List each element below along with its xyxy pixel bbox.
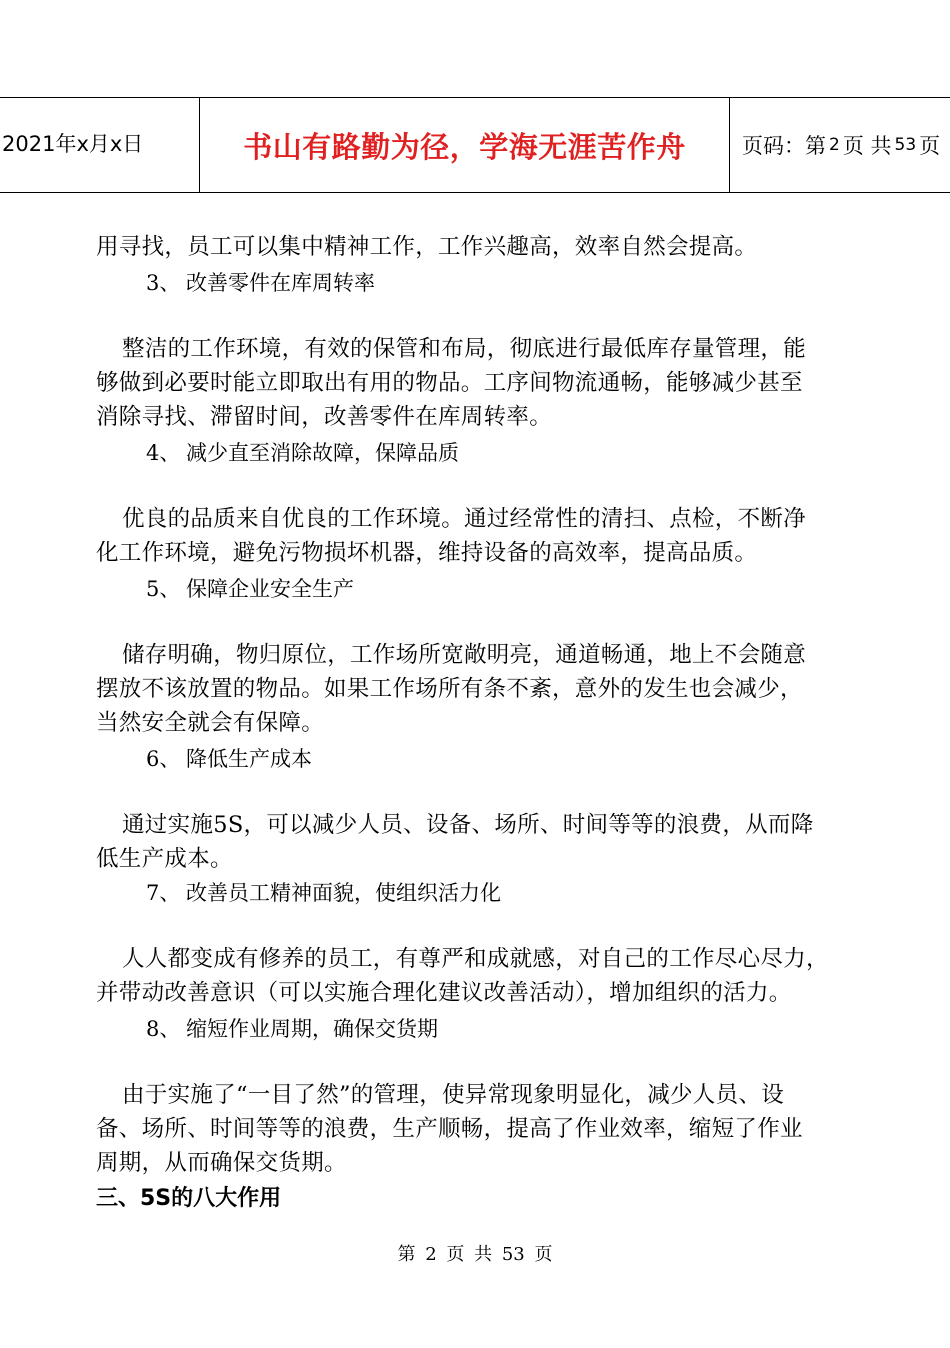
paragraph-line: 并带动改善意识（可以实施合理化建议改善活动），增加组织的活力。 (96, 980, 792, 1006)
list-heading-text: 改善员工精神面貌，使组织活力化 (186, 881, 501, 905)
list-heading-7 (146, 876, 501, 910)
list-number: 4、 (146, 441, 181, 465)
paragraph-line: 由于实施了“一目了然”的管理，使异常现象明显化，减少人员、设 (122, 1082, 785, 1108)
paragraph-line: 当然安全就会有保障。 (96, 710, 325, 736)
paragraph-line: 通过实施5S，可以减少人员、设备、场所、时间等等的浪费，从而降 (122, 812, 814, 838)
paragraph-line: 低生产成本。 (96, 846, 233, 872)
list-heading-6 (146, 742, 312, 776)
list-number: 6、 (146, 747, 181, 771)
list-heading-text: 减少直至消除故障，保障品质 (186, 441, 459, 465)
list-heading-text: 改善零件在库周转率 (186, 271, 375, 295)
header-page-info (730, 98, 950, 192)
paragraph-line: 摆放不该放置的物品。如果工作场所有条不紊，意外的发生也会减少， (96, 676, 803, 702)
paragraph-line: 化工作环境，避免污物损坏机器，维持设备的高效率，提高品质。 (96, 540, 758, 566)
document-header (0, 97, 950, 193)
list-heading-3 (146, 266, 375, 300)
paragraph-line: 周期，从而确保交货期。 (96, 1150, 347, 1176)
paragraph-line: 储存明确，物归原位，工作场所宽敞明亮，通道畅通，地上不会随意 (122, 642, 807, 668)
paragraph-line: 用寻找，员工可以集中精神工作，工作兴趣高，效率自然会提高。 (96, 234, 758, 260)
header-date-text: 2021年x月x日 (2, 132, 144, 156)
paragraph-line: 够做到必要时能立即取出有用的物品。工序间物流通畅，能够减少甚至 (96, 370, 803, 396)
list-heading-text: 降低生产成本 (186, 747, 312, 771)
list-heading-8 (146, 1012, 438, 1046)
header-page-label: 页码：第 (742, 134, 826, 158)
header-page-end: 页 (919, 134, 941, 158)
paragraph-line: 消除寻找、滞留时间，改善零件在库周转率。 (96, 404, 553, 430)
list-heading-text: 保障企业安全生产 (186, 577, 354, 601)
header-date (0, 98, 200, 192)
header-page-mid: 页 共 (842, 134, 892, 158)
list-heading-text: 缩短作业周期，确保交货期 (186, 1017, 438, 1041)
paragraph-line: 人人都变成有修养的员工，有尊严和成就感，对自己的工作尽心尽力， (122, 946, 829, 972)
header-page-number: 2 (829, 135, 840, 155)
header-page-total: 53 (894, 135, 917, 155)
page-footer: 第 2 页 共 53 页 (397, 1244, 553, 1265)
list-number: 7、 (146, 881, 181, 905)
section-title: 三、5S的八大作用 (96, 1186, 282, 1211)
paragraph-line: 备、场所、时间等等的浪费，生产顺畅，提高了作业效率，缩短了作业 (96, 1116, 803, 1142)
list-heading-5 (146, 572, 354, 606)
list-number: 8、 (146, 1017, 181, 1041)
list-number: 5、 (146, 577, 181, 601)
header-motto (200, 98, 730, 192)
paragraph-line: 优良的品质来自优良的工作环境。通过经常性的清扫、点检，不断净 (122, 506, 807, 532)
list-number: 3、 (146, 271, 181, 295)
header-motto-text: 书山有路勤为径，学海无涯苦作舟 (243, 129, 686, 164)
list-heading-4 (146, 436, 459, 470)
paragraph-line: 整洁的工作环境，有效的保管和布局，彻底进行最低库存量管理，能 (122, 336, 807, 362)
